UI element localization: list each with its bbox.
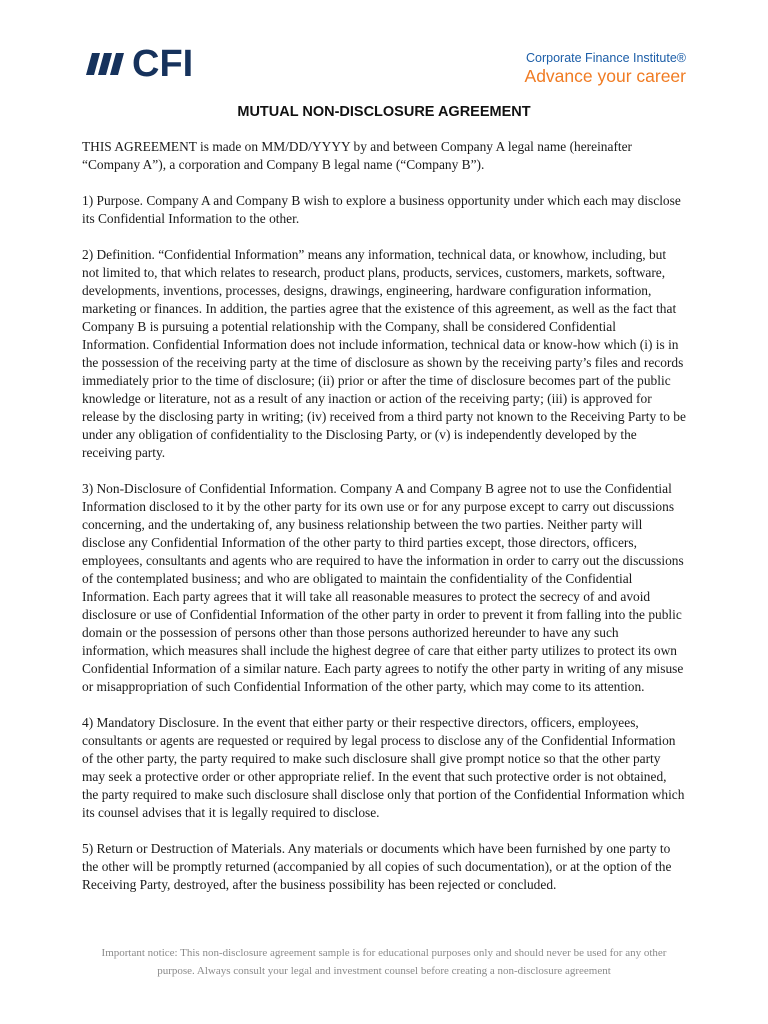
non-disclosure-paragraph: 3) Non-Disclosure of Confidential Information. Company A and Company B agree not to use the Confidential Information disclosed to it by the other party for its own use or for any purpose except to carry out discussions concerning, and the undertaking of, any business relationship between the two parties. Neither party will disclose any Confidential Information of the other party to third parties except, those directors, officers, employees, consultants and agents who are required to have the information in order to carry out the discussions of the contemplated business; and who are obligated to maintain the confidentiality of the Confidential Information. Each party agrees that it will take all reasonable measures to protect the secrecy of and avoid disclosure or use of Confidential Information of the other party in order to prevent it from falling into the public domain or the possession of persons other than those persons authorized hereunder to have any such information, which measures shall include the highest degree of care that either party utilizes to protect its own Confidential Information of a similar nature. Each party agrees to notify the other party in writing of any misuse or misappropriation of such Confidential Information of the other party, which may come to its attention. xyxy=(82,481,684,694)
tagline: Advance your career xyxy=(524,66,686,86)
document-title: MUTUAL NON-DISCLOSURE AGREEMENT xyxy=(237,104,531,120)
definition-paragraph: 2) Definition. “Confidential Information” means any information, technical data, or knowhow, including, but not limited to, that which relates to research, product plans, products, services, customers, markets, software, developments, inventions, processes, designs, drawings, engineering, hardware configuration information, marketing or finances. In addition, the parties agree that the existence of this agreement, as well as the fact that Company B is pursuing a potential relationship with the Company, shall be considered Confidential Information. Confidential Information does not include information, technical data or know-how which (i) is in the possession of the receiving party at the time of disclosure as shown by the receiving party’s files and records immediately prior to the time of disclosure; (ii) prior or after the time of disclosure becomes part of the public knowledge or literature, not as a result of any inaction or action of the receiving party; (iii) is approved for release by the disclosing party in writing; (iv) received from a third party not known to the Receiving Party to be under any obligation of confidentiality to the Disclosing Party, or (v) is independently developed by the receiving party. xyxy=(82,247,686,460)
purpose-paragraph: 1) Purpose. Company A and Company B wish to explore a business opportunity under which each may disclose its Confidential Information to the other. xyxy=(82,193,681,226)
intro-paragraph: THIS AGREEMENT is made on MM/DD/YYYY by and between Company A legal name (hereinafter “Company A”), a corporation and Company B legal name (“Company B”). xyxy=(82,139,633,172)
mandatory-disclosure-paragraph: 4) Mandatory Disclosure. In the event that either party or their respective directors, officers, employees, consultants or agents are requested or required by legal process to disclose any of the Confidential Information of the other party, the party required to make such disclosure shall give prompt notice so that the other party may seek a protective order or other appropriate relief. In the event that such protective order is not obtained, the party required to make such disclosure shall disclose only that portion of the Confidential Information which its counsel advises that it is legally required to disclose. xyxy=(82,715,685,820)
return-materials-paragraph: 5) Return or Destruction of Materials. Any materials or documents which have been furnished by one party to the other will be promptly returned (accompanied by all copies of such documentation), or at the option of the Receiving Party, destroyed, after the business possibility has been rejected or concluded. xyxy=(82,841,672,892)
logo-text: CFI xyxy=(132,43,194,85)
header-tagline xyxy=(525,50,686,86)
cfi-stripes-icon xyxy=(86,49,126,79)
footer-notice: Important notice: This non-disclosure agreement sample is for educational purposes only and should never be used for any other purpose. Always consult your legal and investment counsel before creating a non-disclosure agreement xyxy=(101,947,667,977)
agreement-body xyxy=(82,138,686,912)
cfi-logo xyxy=(86,44,193,84)
org-name: Corporate Finance Institute® xyxy=(526,51,686,65)
